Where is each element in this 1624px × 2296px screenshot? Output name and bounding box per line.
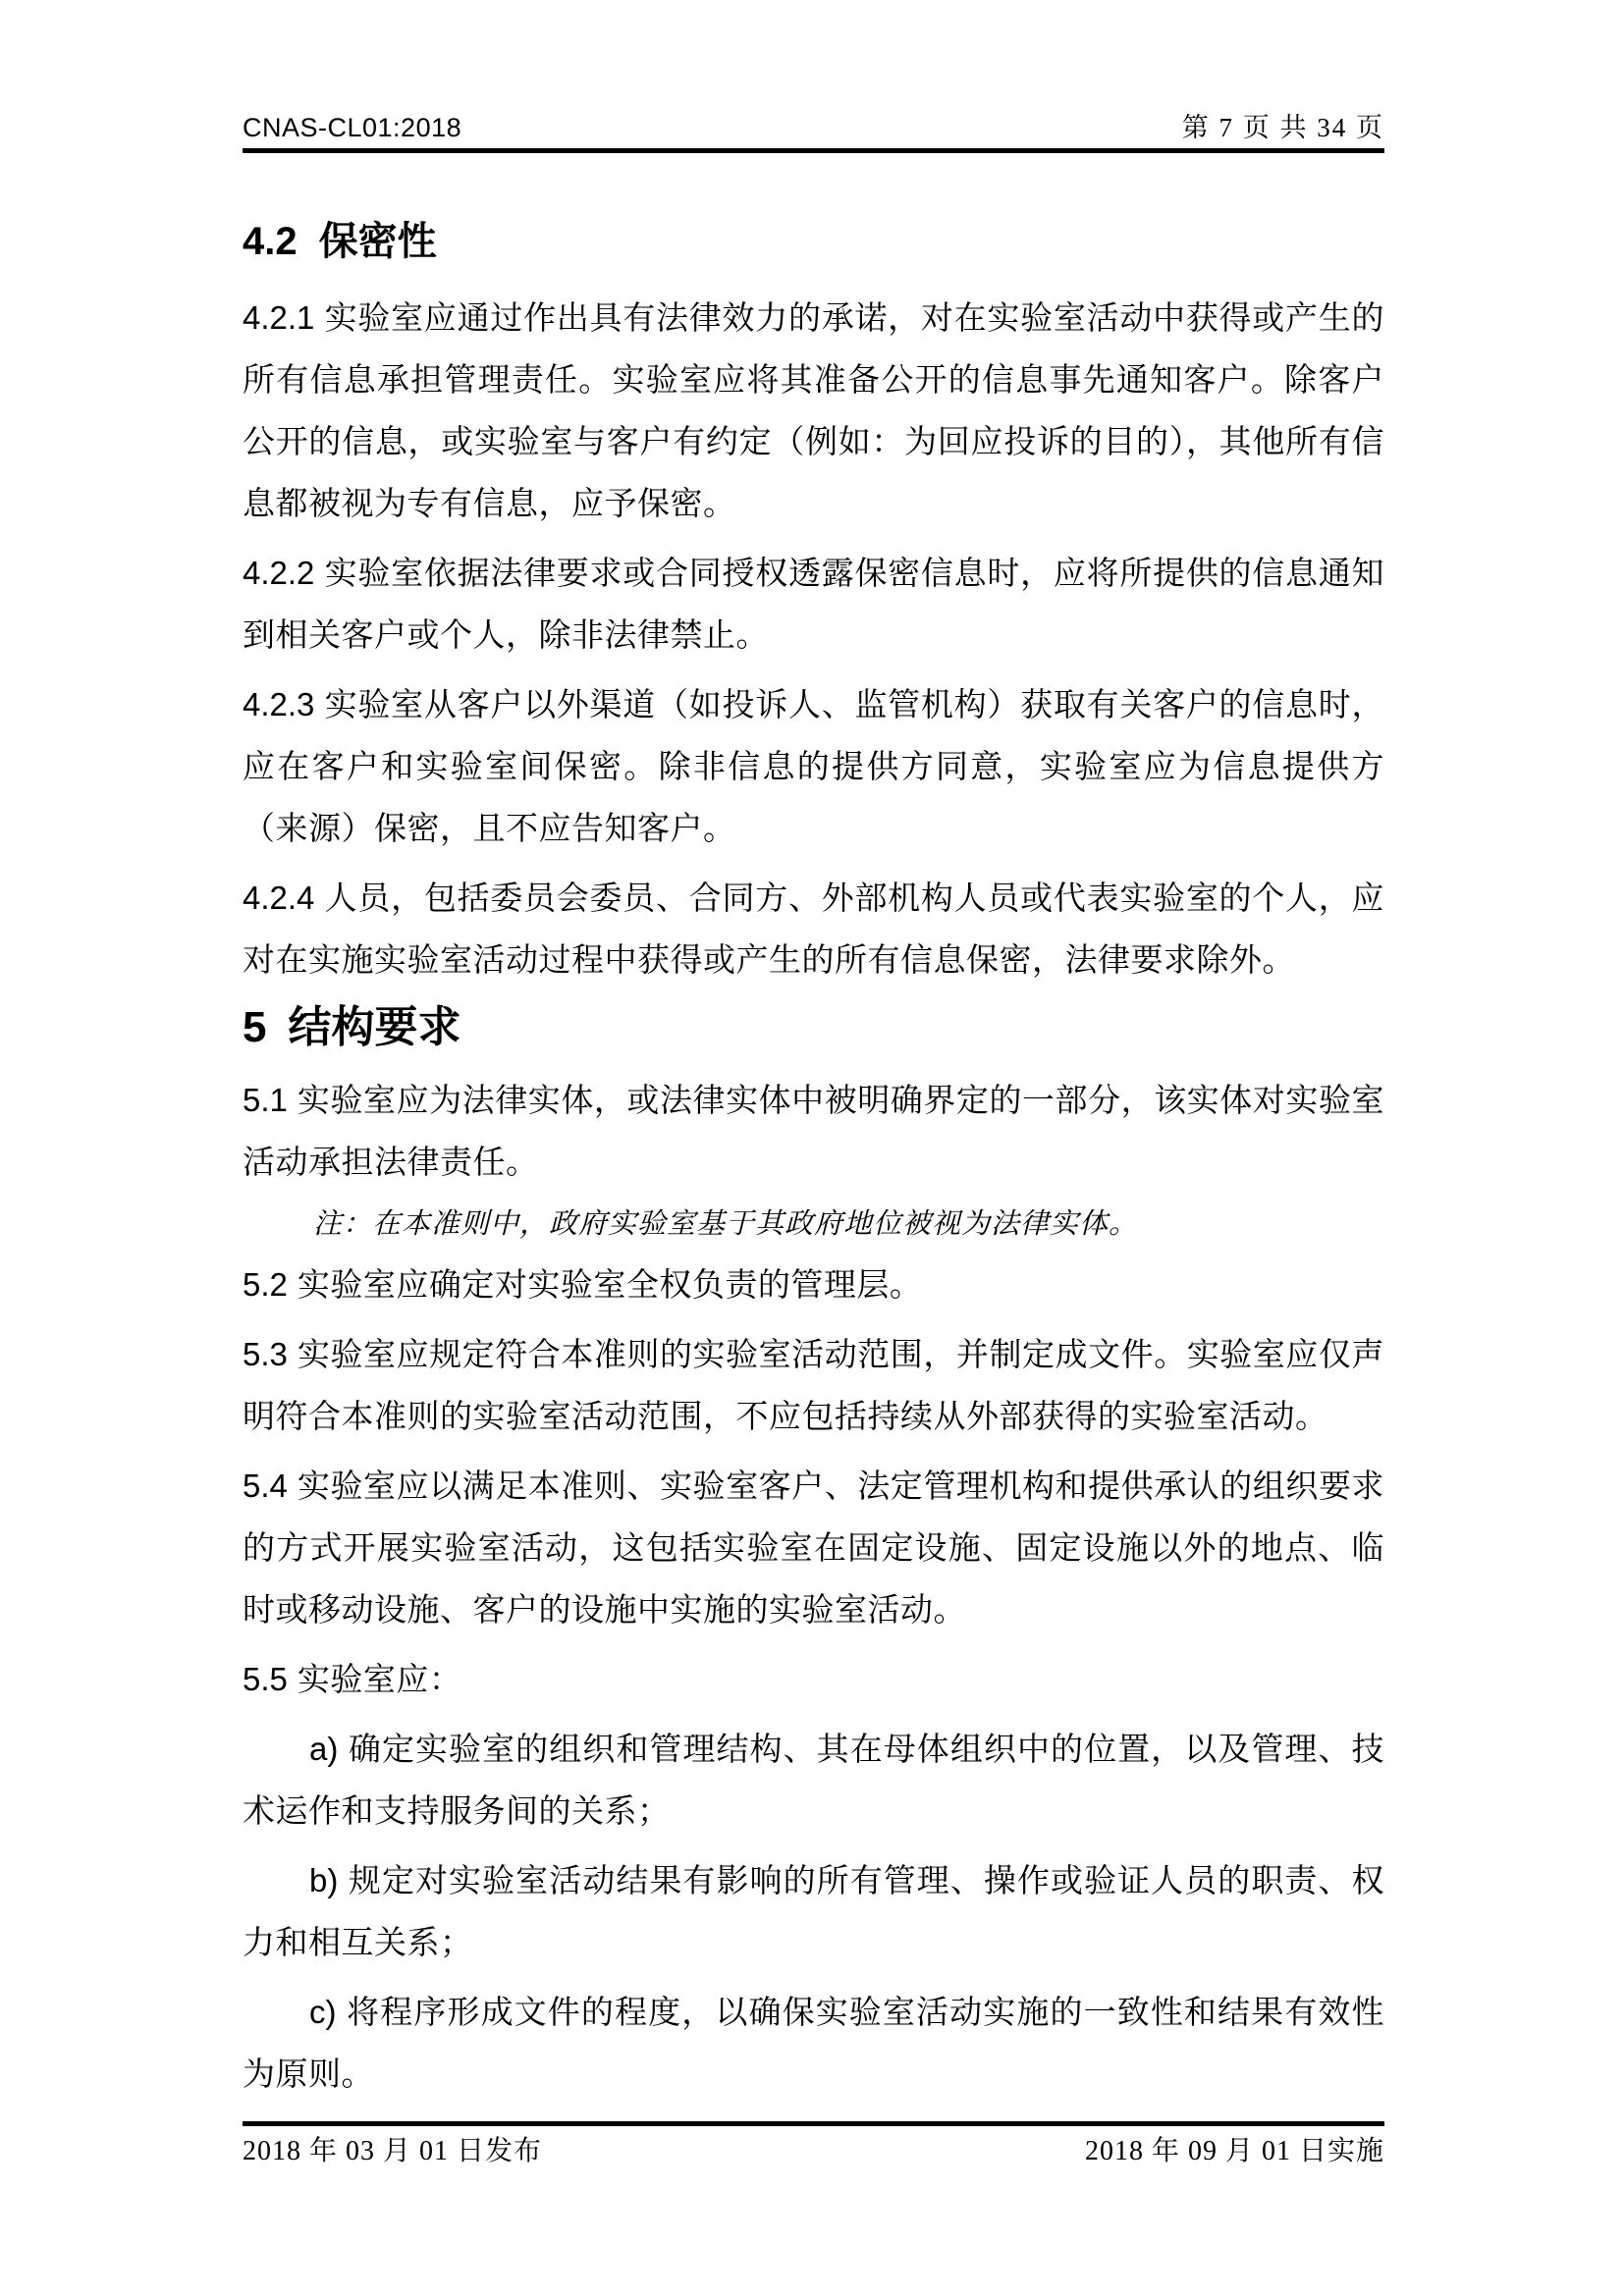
clause-5-heading	[243, 1002, 1384, 1053]
clause-text: 人员，包括委员会委员、合同方、外部机构人员或代表实验室的个人，应对在实施实验室活动过程中获得或产生的所有信息保密，法律要求除外。	[243, 881, 1384, 979]
clause-4-2-1-paragraph	[243, 287, 1384, 536]
item-text: 规定对实验室活动结果有影响的所有管理、操作或验证人员的职责、权力和相互关系；	[243, 1864, 1384, 1961]
page-header	[243, 112, 1384, 143]
clause-number: 4.2.2	[243, 555, 315, 591]
clause-text: 实验室从客户以外渠道（如投诉人、监管机构）获取有关客户的信息时，应在客户和实验室间保密。除非信息的提供方同意，实验室应为信息提供方（来源）保密，且不应告知客户。	[243, 688, 1384, 847]
clause-number: 5.5	[243, 1661, 288, 1697]
clause-5-1-note	[243, 1201, 1384, 1248]
clause-text: 实验室应：	[297, 1663, 462, 1698]
item-text: 确定实验室的组织和管理结构、其在母体组织中的位置，以及管理、技术运作和支持服务间的关系；	[243, 1733, 1384, 1830]
header-rule	[243, 148, 1384, 153]
clause-text: 实验室应以满足本准则、实验室客户、法定管理机构和提供承认的组织要求的方式开展实验室活动，这包括实验室在固定设施、固定设施以外的地点、临时或移动设施、客户的设施中实施的实验室活动。	[243, 1469, 1384, 1629]
clause-5-5-paragraph	[243, 1648, 1384, 1712]
clause-number: 5.3	[243, 1336, 288, 1372]
document-body	[243, 208, 1384, 2112]
clause-5-5-item-a	[243, 1718, 1384, 1843]
footer-implement-date: 2018 年 09 月 01 日实施	[1084, 2136, 1384, 2166]
item-letter: c)	[309, 1994, 337, 2030]
item-text: 将程序形成文件的程度，以确保实验室活动实施的一致性和结果有效性为原则。	[243, 1996, 1384, 2093]
clause-text: 实验室依据法律要求或合同授权透露保密信息时，应将所提供的信息通知到相关客户或个人，除非法律禁止。	[243, 557, 1384, 654]
clause-5-3-paragraph	[243, 1323, 1384, 1449]
clause-title: 保密性	[318, 220, 437, 263]
clause-number: 4.2.3	[243, 686, 315, 722]
clause-4-2-3-paragraph	[243, 673, 1384, 861]
footer-release-date: 2018 年 03 月 01 日发布	[243, 2136, 543, 2166]
clause-4-2-4-paragraph	[243, 867, 1384, 992]
clause-title: 结构要求	[288, 1003, 461, 1051]
item-letter: b)	[309, 1862, 339, 1898]
document-code: CNAS-CL01:2018	[243, 113, 462, 142]
clause-text: 实验室应确定对实验室全权负责的管理层。	[297, 1268, 923, 1304]
note-text: 注：在本准则中，政府实验室基于其政府地位被视为法律实体。	[313, 1208, 1139, 1240]
clause-text: 实验室应通过作出具有法律效力的承诺，对在实验室活动中获得或产生的所有信息承担管理责任。实验室应将其准备公开的信息事先通知客户。除客户公开的信息，或实验室与客户有约定（例如：为回应投诉的目的），其他所有信息都被视为专有信息，应予保密。	[243, 301, 1384, 522]
clause-5-5-item-b	[243, 1849, 1384, 1975]
clause-text: 实验室应规定符合本准则的实验室活动范围，并制定成文件。实验室应仅声明符合本准则的实验室活动范围，不应包括持续从外部获得的实验室活动。	[243, 1338, 1384, 1435]
clause-4-2-heading	[243, 218, 1384, 265]
page-footer	[243, 2121, 1384, 2168]
clause-4-2-2-paragraph	[243, 542, 1384, 667]
page-number: 第 7 页 共 34 页	[1181, 113, 1384, 142]
clause-5-2-paragraph	[243, 1254, 1384, 1317]
clause-number: 5.2	[243, 1266, 288, 1303]
clause-5-1-paragraph	[243, 1069, 1384, 1195]
clause-text: 实验室应为法律实体，或法律实体中被明确界定的一部分，该实体对实验室活动承担法律责任。	[243, 1084, 1384, 1181]
clause-number: 5.1	[243, 1082, 288, 1118]
clause-5-5-item-c	[243, 1981, 1384, 2107]
clause-number: 5.4	[243, 1468, 288, 1504]
clause-number: 4.2.1	[243, 299, 315, 336]
clause-5-4-paragraph	[243, 1455, 1384, 1642]
clause-number: 5	[243, 1003, 267, 1051]
clause-number: 4.2	[243, 220, 298, 263]
clause-number: 4.2.4	[243, 880, 315, 916]
item-letter: a)	[309, 1731, 339, 1767]
